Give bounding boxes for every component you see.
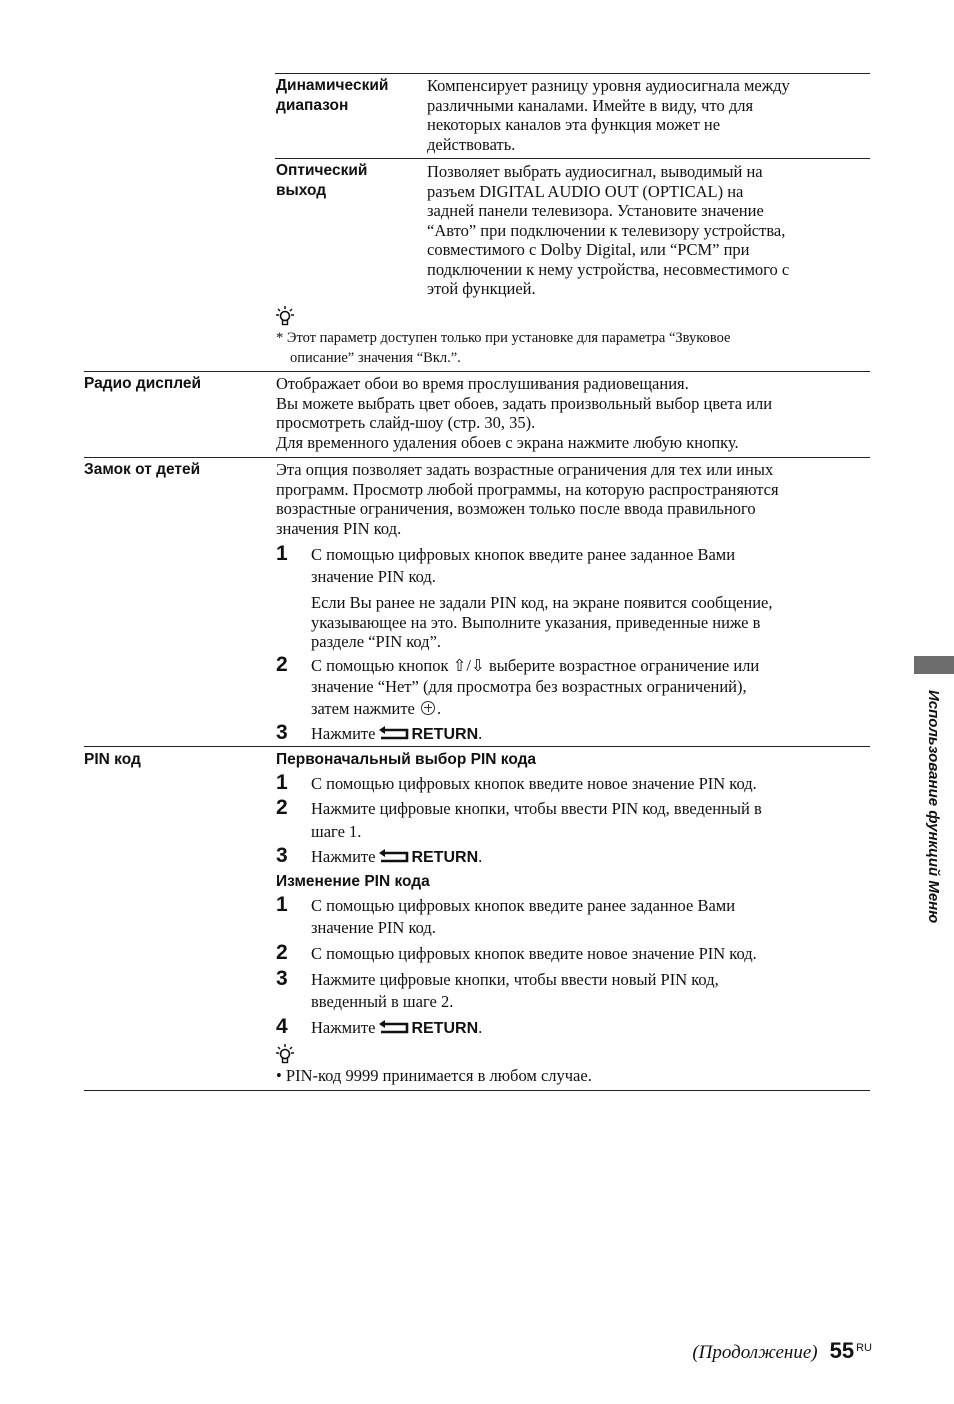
step: 2 Нажмите цифровые кнопки, чтобы ввести PIN код, введенный в шаге 1. xyxy=(276,796,762,841)
step: 1 С помощью цифровых кнопок введите ранее заданное Вами значение PIN код. xyxy=(276,892,736,937)
step: 3 Нажмите RETURN. xyxy=(276,721,483,744)
rule xyxy=(84,1090,870,1091)
tip-note: * Этот параметр доступен только при установке для параметра “Звуковое описание” значения “Вкл.”. xyxy=(276,330,731,366)
footer xyxy=(620,1338,872,1364)
lightbulb-tip-icon xyxy=(276,306,294,326)
step: 1 С помощью цифровых кнопок введите ранее заданное Вами значение PIN код. Если Вы ранее не задали PIN код, на экране появится сообщение, указывающее на это. Выполните указания, приведенные ниже в разделе “PIN код”. xyxy=(276,542,773,651)
section-heading: Первоначальный выбор PIN кода xyxy=(276,751,537,768)
step: 4 Нажмите RETURN. xyxy=(276,1014,483,1038)
return-arrow-icon xyxy=(379,1020,409,1034)
side-tab-marker xyxy=(914,656,954,674)
continued-label: (Продолжение) xyxy=(692,1342,818,1363)
lightbulb-tip-icon xyxy=(276,1044,294,1064)
side-tab-label: Использование функций Меню xyxy=(925,690,942,924)
step: 2 С помощью цифровых кнопок введите новое значение PIN код. xyxy=(276,940,757,964)
rule xyxy=(275,158,870,159)
tip-bullet: • PIN-код 9999 принимается в любом случае. xyxy=(276,1066,592,1085)
desc-child-lock: Эта опция позволяет задать возрастные ограничения для тех или иных программ. Просмотр любой программы, на которую распространяются возрастные ограничения, возможен только после ввода правильного значения PIN код. 1 С помощью цифровых кнопок введите ранее заданное Вами значение PIN код. Если Вы ранее не задали PIN код, на экране появится сообщение, указывающее на это. Выполните указания, приведенные ниже в разделе “PIN код”. 2 С помощью кнопок ⇧/⇩ выберите возрастное ограничение или значение “Нет” (для просмотра без возрастных ограничений), затем нажмите . 3 Нажмите RETURN. xyxy=(276,460,870,745)
rule xyxy=(84,371,870,372)
step: 3 Нажмите цифровые кнопки, чтобы ввести новый PIN код, введенный в шаге 2. xyxy=(276,966,719,1011)
section-heading: Изменение PIN кода xyxy=(276,872,430,890)
term-radio-display: Радио дисплей xyxy=(84,375,202,392)
step: 3 Нажмите RETURN. xyxy=(276,844,483,867)
step: 2 С помощью кнопок ⇧/⇩ выберите возрастное ограничение или значение “Нет” (для просмотра без возрастных ограничений), затем нажмите . xyxy=(276,652,760,718)
desc-pin-code xyxy=(276,750,870,1086)
enter-button-icon xyxy=(421,701,435,715)
page-number: 55 xyxy=(829,1338,855,1363)
term-optical-out: Оптический выход xyxy=(276,162,368,199)
desc-dynamic-range: Компенсирует разницу уровня аудиосигнала между различными каналами. Имейте в виду, что для некоторых каналов эта функция может не действовать. xyxy=(427,76,790,154)
term-pin-code: PIN код xyxy=(84,751,141,768)
term-dynamic-range: Динамический диапазон xyxy=(276,77,389,114)
return-arrow-icon xyxy=(379,849,409,863)
rule xyxy=(84,746,870,747)
desc-radio-display: Отображает обои во время прослушивания радиовещания. Вы можете выбрать цвет обоев, задать произвольный выбор цвета или просмотреть слайд-шоу (стр. 30, 35). Для временного удаления обоев с экрана нажмите любую кнопку. xyxy=(276,374,773,452)
step: 1 С помощью цифровых кнопок введите новое значение PIN код. xyxy=(276,771,757,794)
page-suffix: RU xyxy=(856,1342,872,1354)
return-arrow-icon xyxy=(379,726,409,740)
desc-optical-out: Позволяет выбрать аудиосигнал, выводимый на разъем DIGITAL AUDIO OUT (OPTICAL) на задней панели телевизора. Установите значение “Авто” при подключении к телевизору устройства, совместимого с Dolby Digital, или “PCM” при подключении к нему устройства, несовместимого с этой функцией. xyxy=(427,162,790,298)
rule xyxy=(84,457,870,458)
rule xyxy=(275,73,870,74)
term-child-lock: Замок от детей xyxy=(84,461,201,478)
